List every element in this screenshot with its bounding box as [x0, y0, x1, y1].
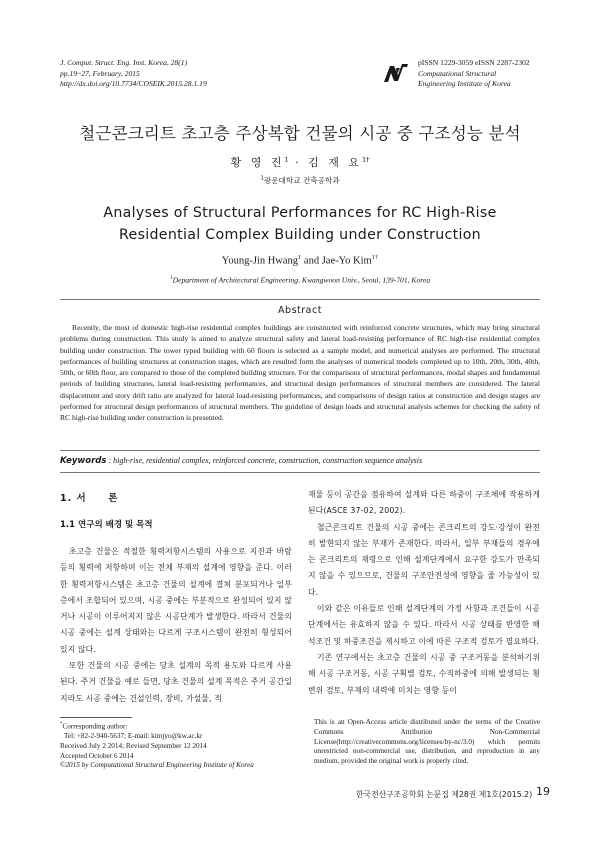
issn-line: pISSN 1229-3059 eISSN 2287-2302 — [418, 58, 530, 67]
author-2-en: Jae-Yo Kim — [321, 255, 372, 267]
korean-authors — [0, 154, 600, 170]
society-name-line2: Engineering Institute of Korea — [418, 79, 511, 89]
doi-link[interactable]: http://dx.doi.org/10.7734/COSEIK.2015.28.1.19 — [60, 79, 207, 89]
abstract-text: Recently, the most of domestic high-rise residential complex buildings are constructed with reinforced concrete structures, which may bring structural problems during construction. This study is aimed to analyze structural safety and lateral load-resisting performance of RC high-rise residential complex building under construction. The tower typed building with 60 floors is selected as a sample model, and numerical analyses are performed. The structural performances of building structures at construction stages, which are resulted form the analyses of numerical models completed up to 10th, 20th, 30th, 40th, 50th, or 60th floor, are compared to those of the completed building structure. For the comparisons of structural performances, modal shapes and fundamental periods of building structures, lateral load-resisting performances, and structural design performances of structural members are considered. The lateral displacement and story drift ratio are analyzed for lateral load-resisting performances, and comparisons of design ratios at construction and design stages are performed for structural design performances of structural members. The guideline of design loads and structural analysis schemes for checking the safety of RC high-rise building under construction is presented. — [60, 323, 540, 423]
author-conjunction: and — [301, 255, 322, 267]
open-access-license: This is an Open-Access article distributed under the terms of the Creative Commons Attribution Non-Commercial License(http://creativecommons.org/licenses/by-nc/3.0) which permits unrestricted non-commercial use, distribution, and reproduction in any medium, provided the original work is properly cited. — [314, 718, 540, 766]
footnote-rule — [60, 717, 132, 718]
corresponding-label: Corresponding author: — [62, 722, 128, 731]
corresponding-mark: * — [60, 722, 63, 727]
korean-affiliation — [0, 175, 600, 186]
author-1-en-mark: 1 — [298, 254, 302, 261]
affiliation-en-text: Department of Architectural Engineering, Kwangwoon Univ., Seoul, 139-701, Korea — [172, 275, 431, 285]
author-separator: · — [288, 156, 309, 169]
journal-header-right — [418, 58, 530, 90]
english-authors — [0, 254, 600, 267]
footer-journal: 한국전산구조공학회 논문집 제28권 제1호(2015.2) — [356, 790, 533, 799]
received-dates: Received July 2 2014; Revised September 12 2014 — [60, 741, 207, 750]
author-2-ko: 김 재 요 — [308, 156, 362, 169]
journal-citation: J. Comput. Struct. Eng. Inst. Korea, 28(1) — [60, 58, 188, 67]
abstract-top-rule — [60, 299, 540, 300]
section-1-number: 1. 서 — [60, 493, 87, 504]
society-name-line1: Computational Structural — [418, 68, 497, 78]
section-1-title: 론 — [108, 493, 119, 504]
affiliation-en-mark: 1 — [169, 275, 173, 281]
english-title-line1: Analyses of Structural Performances for RC High-Rise — [103, 205, 497, 221]
left-column-body — [60, 544, 292, 707]
affiliation-ko-text: 광운대학교 건축공학과 — [263, 176, 340, 185]
author-1-ko: 황 영 진 — [230, 156, 285, 169]
keywords-text: high-rise, residential complex, reinforced concrete, construction, construction sequence analysis — [113, 456, 423, 465]
journal-header-left — [60, 58, 207, 90]
contact-info: Tel: +82-2-940-5637; E-mail: kimjyo@kw.ac.kr — [64, 732, 203, 741]
abstract-heading: Abstract — [278, 305, 322, 316]
abstract-bottom-rule — [60, 450, 540, 451]
keywords-bottom-rule — [60, 472, 540, 473]
accepted-date: Accepted October 6 2014 — [60, 751, 134, 760]
copyright-notice: ©2015 by Computational Structural Engineering Institute of Korea — [60, 761, 254, 770]
body-paragraph: 재물 등이 공간을 점유하여 설계와 다른 하중이 구조체에 작용하게 된다(ASCE 37-02, 2002). — [308, 490, 540, 516]
keywords — [60, 456, 540, 466]
body-paragraph: 초고층 건물은 적절한 횡력저항시스템의 사용으로 지진과 바람 등의 횡력에 저항하며 이는 전체 부재의 설계에 영향을 준다. 이러한 횡력저항시스템은 초고층 건물의 설계에 결쳐 분포되거나 일부 층에서 조합되어 있으며, 시공 중에는 부분적으로 완성되어 있지 않거나 시공이 이루어지지 않은 시공단계가 발생한다. 따라서 건물의 시공 중에는 설계 상태와는 다르게 구조시스템이 완전히 형성되어 있지 않다. — [60, 547, 292, 654]
affiliation-ko-mark: 1 — [260, 175, 264, 182]
body-paragraph: 기존 연구에서는 초고층 건물의 시공 중 구조거동을 분석하기위해 시공 구조거동, 시공 구획별 검토, 수직하중에 의해 발생되는 횡변위 검토, 부재의 내력에 미치는 영향 등이 — [308, 652, 540, 695]
corresponding-footnote — [60, 720, 300, 771]
keywords-separator: : — [106, 456, 114, 465]
section-1-1-heading: 1.1 연구의 배경 및 목적 — [60, 520, 153, 530]
author-2-ko-mark: 1† — [362, 155, 370, 164]
korean-title: 철근콘크리트 초고층 주상복합 건물의 시공 중 구조성능 분석 — [79, 124, 521, 143]
section-1-heading — [60, 490, 292, 504]
author-1-ko-mark: 1 — [284, 155, 289, 164]
body-paragraph: 또한 건물의 시공 중에는 당초 설계의 목적 용도와 다르게 사용된다. 주거 건물을 예로 들면, 당초 건물의 설계 목적은 주거 공간일지라도 시공 중에는 건설인력, 장비, 가설물, 적 — [60, 661, 292, 703]
journal-pages: pp.19~27, February, 2015 — [60, 68, 140, 78]
page-number: 19 — [536, 785, 550, 798]
body-paragraph: 철근콘크리트 건물의 시공 중에는 콘크리트의 강도·강성이 완전히 발현되지 않는 부재가 존재한다. 따라서, 일부 부재들의 경우에는 콘크리트의 재령으로 인해 설계단계에서 요구한 강도가 만족되지 않을 수 있으므로, 건물의 구조안전성에 영향을 줄 가능성이 있다. — [308, 522, 540, 597]
english-affiliation — [0, 275, 600, 285]
keywords-label: Keywords — [60, 456, 107, 466]
author-1-en: Young-Jin Hwang — [221, 255, 299, 267]
author-2-en-mark: 1† — [371, 254, 379, 261]
english-title — [0, 202, 600, 246]
english-title-line2: Residential Complex Building under Construction — [119, 227, 481, 243]
right-column-body — [308, 487, 540, 699]
body-paragraph: 이와 같은 이유들로 인해 설계단계의 가정 사항과 조건들이 시공단계에서는 유효하지 않을 수 있다. 따라서 시공 상태를 반영한 해석조건 및 하중조건을 제시하고 이에 따른 구조적 검토가 필요하다. — [308, 604, 540, 646]
society-logo-icon — [383, 62, 409, 84]
